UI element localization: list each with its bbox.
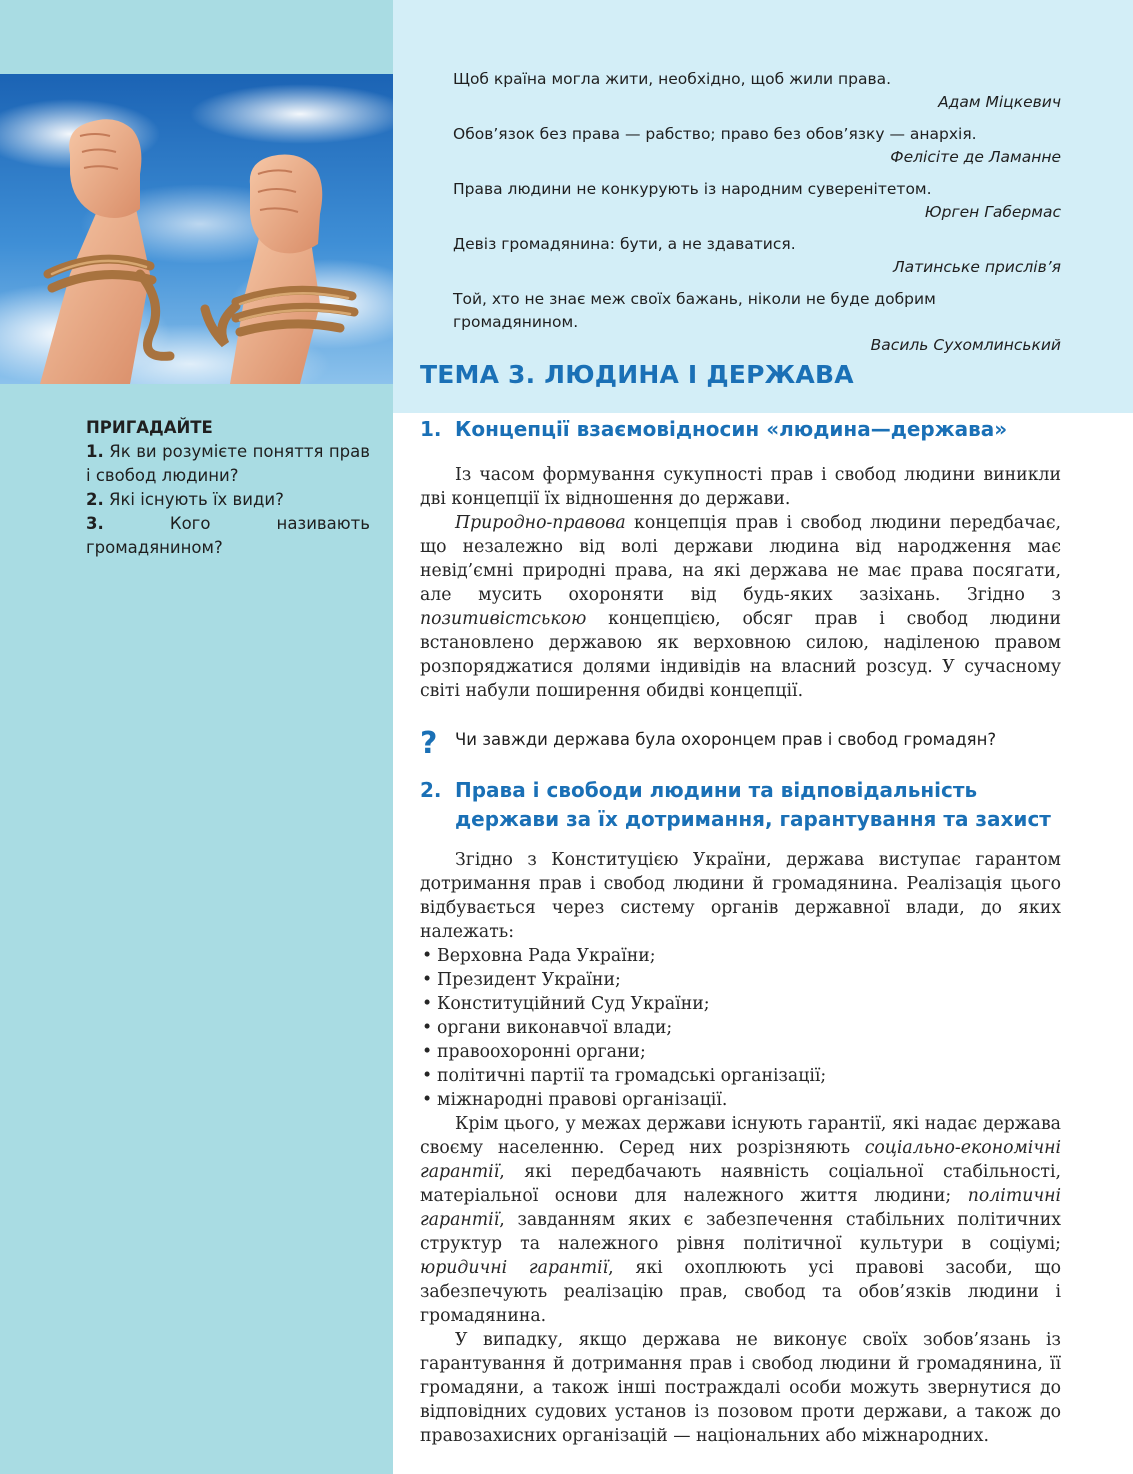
- item-number: 2.: [86, 490, 104, 509]
- section-2-body: [420, 848, 1061, 1448]
- epigraph-author: Латинське прислів’я: [892, 258, 1061, 276]
- paragraph: У випадку, якщо держава не виконує своїх зобов’язань із гарантування й дотримання прав і свобод людини й громадянина, її громадяни, а також інші постраждалі особи можуть звернутися до відповідних судових установ із позовом проти держави, а також до правозахисних організацій — національних або міжнародних.: [420, 1330, 1061, 1446]
- paragraph: Із часом формування сукупності прав і свобод людини виникли дві концепції їх відношення до держави.: [420, 465, 1061, 509]
- remember-item: [86, 488, 370, 512]
- epigraph-quote: Девіз громадянина: бути, а не здаватися.: [453, 235, 796, 253]
- section-1-body: [420, 463, 1061, 703]
- remember-item: [86, 512, 370, 560]
- epigraph-quote: Права людини не конкурують із народним суверенітетом.: [453, 180, 932, 198]
- item-text: Які існують їх види?: [109, 490, 284, 509]
- list-item: • Верховна Рада України;: [420, 944, 1061, 968]
- list-item: • політичні партії та громадські організації;: [420, 1064, 1061, 1088]
- epigraph-author: Василь Сухомлинський: [870, 336, 1061, 354]
- term: юридичні гарантії: [420, 1258, 609, 1278]
- paragraph: Згідно з Конституцією України, держава виступає гарантом дотримання прав і свобод людини й громадянина. Реалізація цього відбувається через систему органів державної влади, до яких належать:: [420, 850, 1061, 942]
- epigraph-author: Адам Міцкевич: [938, 93, 1061, 111]
- section-title: Концепції взаємовідносин «людина—держава»: [455, 417, 1008, 441]
- term: соціально-економічні гарантії: [420, 1138, 1061, 1182]
- question-mark-icon: ?: [420, 726, 438, 761]
- section-1-heading: [420, 415, 1075, 444]
- remember-item: [86, 440, 370, 488]
- item-text: Кого називають громадянином?: [86, 514, 370, 557]
- topic-title: ТЕМА 3. ЛЮДИНА І ДЕРЖАВА: [420, 360, 854, 389]
- term: Природно-правова: [455, 513, 626, 533]
- item-number: 3.: [86, 514, 104, 533]
- list-item: • міжнародні правові організації.: [420, 1088, 1061, 1112]
- epigraphs: [453, 68, 1061, 366]
- epigraph-1: [453, 68, 1061, 114]
- section-number: 2.: [420, 778, 442, 802]
- list-item: • органи виконавчої влади;: [420, 1016, 1061, 1040]
- epigraph-quote: Щоб країна могла жити, необхідно, щоб жили права.: [453, 70, 892, 88]
- broken-rope-hands-photo: [0, 74, 393, 384]
- bullet-list: [420, 944, 1061, 1112]
- remember-box: [86, 416, 370, 560]
- epigraph-5: [453, 288, 1061, 357]
- section-title: Права і свободи людини та відповідальність держави за їх дотримання, гарантування та захист: [455, 778, 1051, 831]
- epigraph-quote: Обов’язок без права — рабство; право без обов’язку — анархія.: [453, 125, 977, 143]
- section-2-heading: [420, 776, 1075, 834]
- remember-heading: ПРИГАДАЙТЕ: [86, 418, 213, 437]
- item-text: Як ви розумієте поняття прав і свобод людини?: [86, 442, 370, 485]
- epigraph-author: Фелісіте де Ламанне: [890, 148, 1061, 166]
- epigraph-author: Юрген Габермас: [924, 203, 1061, 221]
- term: політичні гарантії: [420, 1186, 1061, 1230]
- paragraph: Природно-правова концепція прав і свобод людини передбачає, що незалежно від волі держави людина від народження має невід’ємні природні права, на які держава не має права посягати, але мусить охороняти від будь-яких зазіхань. Згідно з позитивістською концепцією, обсяг прав і свобод людини встановлено державою як верховною силою, наділеною правом розпоряджатися долями індивідів на власний розсуд. У сучасному світі набули поширення обидві концепції.: [420, 513, 1061, 701]
- epigraph-quote: Той, хто не знає меж своїх бажань, ніколи не буде добрим громадянином.: [453, 290, 936, 331]
- epigraph-4: [453, 233, 1061, 279]
- section-number: 1.: [420, 417, 442, 441]
- question-text: Чи завжди держава була охоронцем прав і свобод громадян?: [455, 730, 997, 749]
- list-item: • правоохоронні органи;: [420, 1040, 1061, 1064]
- paragraph: Крім цього, у межах держави існують гарантії, які надає держава своєму населенню. Серед них розрізняють соціально-економічні гарантії, які передбачають наявність соціальної стабільності, матеріальної основи для належного життя людини; політичні гарантії, завданням яких є забезпечення стабільних політичних структур та належного рівня політичної культури в соціумі; юридичні гарантії, які охоплюють усі правові засоби, що забезпечують реалізацію прав, свобод та обов’язків людини і громадянина.: [420, 1114, 1061, 1326]
- term: позитивістською: [420, 609, 587, 629]
- list-item: • Конституційний Суд України;: [420, 992, 1061, 1016]
- epigraph-3: [453, 178, 1061, 224]
- item-number: 1.: [86, 442, 104, 461]
- epigraph-2: [453, 123, 1061, 169]
- list-item: • Президент України;: [420, 968, 1061, 992]
